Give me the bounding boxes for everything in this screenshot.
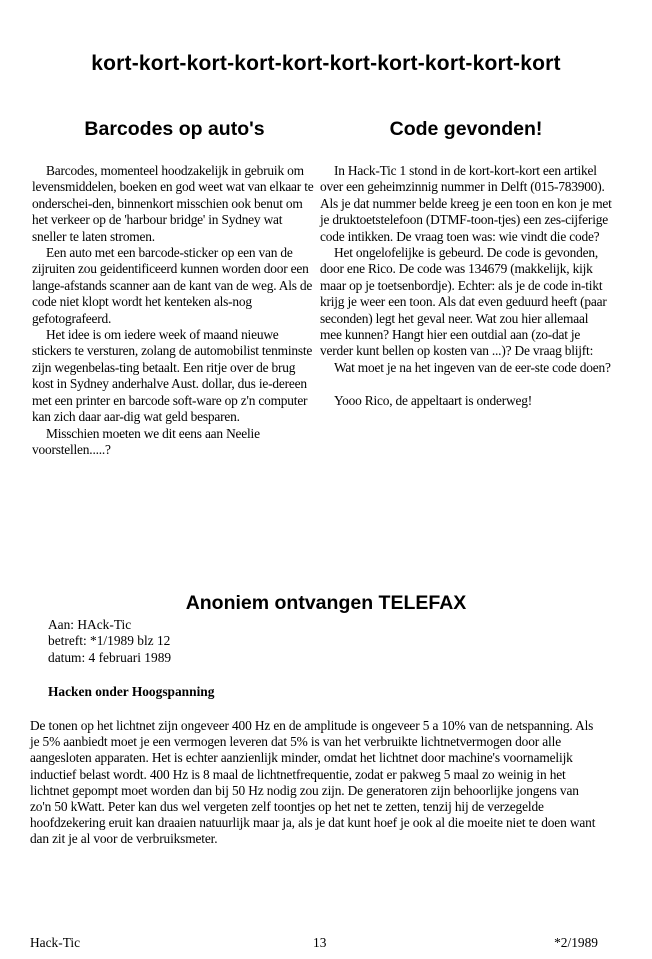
article-paragraph: Een auto met een barcode-sticker op een van de zijruiten zou geidentificeerd kunnen worden door een lange-afstands scanner aan de kant van de weg. Als de code niet klopt wordt het kenteken als-nog gefotografeerd. xyxy=(32,245,313,326)
footer-magazine: Hack-Tic xyxy=(30,935,81,950)
page-number: 13 xyxy=(313,935,327,950)
fax-paragraph: De tonen op het lichtnet zijn ongeveer 400 Hz en de amplitude is ongeveer 5 a 10% van de netspanning. Als je 5% aanbiedt moet je een vermogen leveren dat 5% is van het verbruikte lichtnetvermogen door alle aangesloten apparaten. Het is echter aanzienlijk minder, omdat het lichtnet door machine's voornamelijk inductief belast wordt. 400 Hz is 8 maal de lichtnetfrequentie, zodat er pakweg 5 maal zo weinig in het lichtnet gepompt moet worden dan bij 50 Hz nodig zou zijn. De generatoren zijn behoorlijke jongens van zo'n 50 kWatt. Peter kan dus wel vergeten zelf toontjes op het net te zetten, tenzij hij de verzegelde hoofdzekering eruit kan draaien natuurlijk maar ja, als je dat kunt hoef je ook al die moeite niet te doen want dan zit je al voor de verbruiksmeter. xyxy=(30,718,596,847)
fax-title: Anoniem ontvangen TELEFAX xyxy=(185,592,467,614)
article-paragraph: Het ongelofelijke is gebeurd. De code is gevonden, door ene Rico. De code was 134679 (makkelijk, kijk maar op je toetsenbordje). Echter: als je de code in-tikt krijg je weer een toon. Als dat even geduurd heeft (paar seconden) legt het geval neer. Wat zou hier allemaal mee kunnen? Hangt hier een outdial aan (zo-dat je verder kunt bellen op kosten van ...)? De vraag blijft: xyxy=(320,245,607,359)
article-code-gevonden xyxy=(320,118,612,410)
fax-recipient: Aan: HAck-Tic xyxy=(48,617,132,632)
footer-issue: *2/1989 xyxy=(554,935,598,950)
article-title: Code gevonden! xyxy=(389,118,543,140)
fax-subject: betreft: *1/1989 blz 12 xyxy=(48,633,171,649)
fax-subtitle: Hacken onder Hoogspanning xyxy=(48,684,215,699)
article-barcodes xyxy=(32,118,317,458)
article-paragraph: In Hack-Tic 1 stond in de kort-kort-kort een artikel over een geheimzinnig nummer in Delft (015-783900). Als je dat nummer belde kreeg je een toon en kon je met je druktoetstelefoon (DTMF-toon-tjes) een zes-cijferige code intikken. De vraag toen was: wie vindt die code? xyxy=(320,163,612,244)
fax-date: datum: 4 februari 1989 xyxy=(48,649,172,665)
article-paragraph: Wat moet je na het ingeven van de eer-ste code doen? xyxy=(334,359,611,375)
article-paragraph: Yooo Rico, de appeltaart is onderweg! xyxy=(334,393,533,409)
article-paragraph: Het idee is om iedere week of maand nieuwe stickers te versturen, zolang de automobilist tenminste zijn wegenbelas-ting betaalt. Een ritje over de brug kost in Sydney anderhalve Aust. dollar, dus ie-dereen met een printer en barcode soft-ware op z'n computer kan zich daar aar-dig wat geld besparen. xyxy=(32,327,313,425)
page-footer xyxy=(30,935,598,953)
section-banner: kort-kort-kort-kort-kort-kort-kort-kort-kort-kort xyxy=(91,52,561,75)
article-paragraph: Barcodes, momenteel hoodzakelijk in gebruik om levensmiddelen, boeken en god weet wat van elkaar te onderschei-den, binnenkort misschien ook benut om het verkeer op de 'harbour bridge' in Sydney wat sneller te laten stromen. xyxy=(32,163,314,244)
fax-header xyxy=(48,617,171,666)
article-title: Barcodes op auto's xyxy=(84,118,265,140)
fax-body xyxy=(30,718,598,848)
article-paragraph: Misschien moeten we dit eens aan Neelie voorstellen.....? xyxy=(32,425,260,457)
